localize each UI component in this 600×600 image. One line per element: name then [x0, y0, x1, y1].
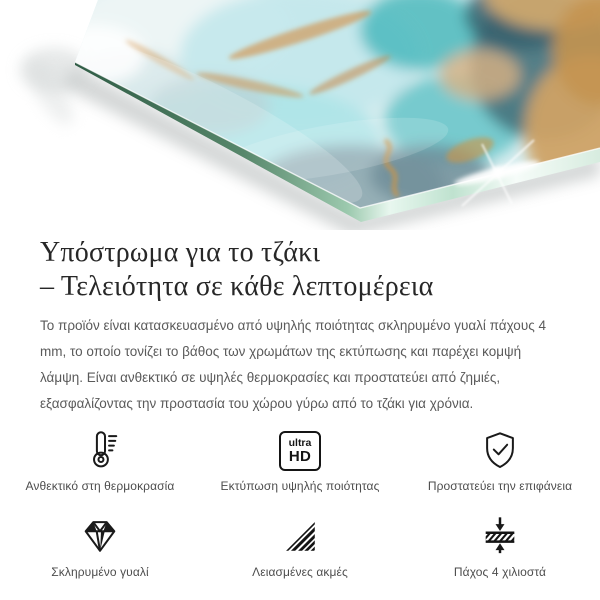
title-line-2: – Τελειότητα σε κάθε λεπτομέρεια	[40, 271, 434, 302]
feature-temperature	[0, 429, 200, 493]
diamond-icon	[79, 515, 121, 557]
feature-label: Σκληρυμένο γυαλί	[51, 565, 149, 579]
product-photo	[0, 0, 600, 230]
feature-label: Ανθεκτικό στη θερμοκρασία	[25, 479, 175, 493]
feature-label: Εκτύπωση υψηλής ποιότητας	[220, 479, 380, 493]
feature-label: Λειασμένες ακμές	[252, 565, 348, 579]
shield-check-icon	[479, 429, 521, 471]
feature-surface-protection	[400, 429, 600, 493]
polished-edges-icon	[279, 515, 321, 557]
ultra-hd-icon-text-top: ultra	[288, 437, 312, 449]
thickness-icon	[479, 515, 521, 557]
thermometer-icon	[79, 429, 121, 471]
feature-polished-edges	[200, 515, 400, 579]
title-line-1: Υπόστρωμα για το τζάκι	[40, 237, 321, 268]
feature-label: Προστατεύει την επιφάνεια	[427, 479, 573, 493]
product-description: Το προϊόν είναι κατασκευασμένο από υψηλής ποιότητας σκληρυμένο γυαλί πάχους 4 mm, το οποίο τονίζει το βάθος των χρωμάτων της εκτύπωσης και παρέχει κομψή λάμψη. Είναι ανθεκτικό σε υψηλές θερμοκρασίες και προστατεύει από ζημιές, εξασφαλίζοντας την προστασία του χώρου γύρω από το τζάκι για χρόνια.	[40, 318, 546, 411]
feature-print-quality	[200, 429, 400, 493]
page-title	[40, 236, 560, 304]
glass-panel-illustration	[0, 0, 600, 230]
feature-thickness	[400, 515, 600, 579]
feature-tempered-glass	[0, 515, 200, 579]
feature-label: Πάχος 4 χιλιοστά	[453, 565, 547, 579]
feature-grid	[0, 429, 600, 579]
ultra-hd-icon	[279, 429, 321, 471]
ultra-hd-icon-text-bottom: HD	[288, 448, 312, 465]
